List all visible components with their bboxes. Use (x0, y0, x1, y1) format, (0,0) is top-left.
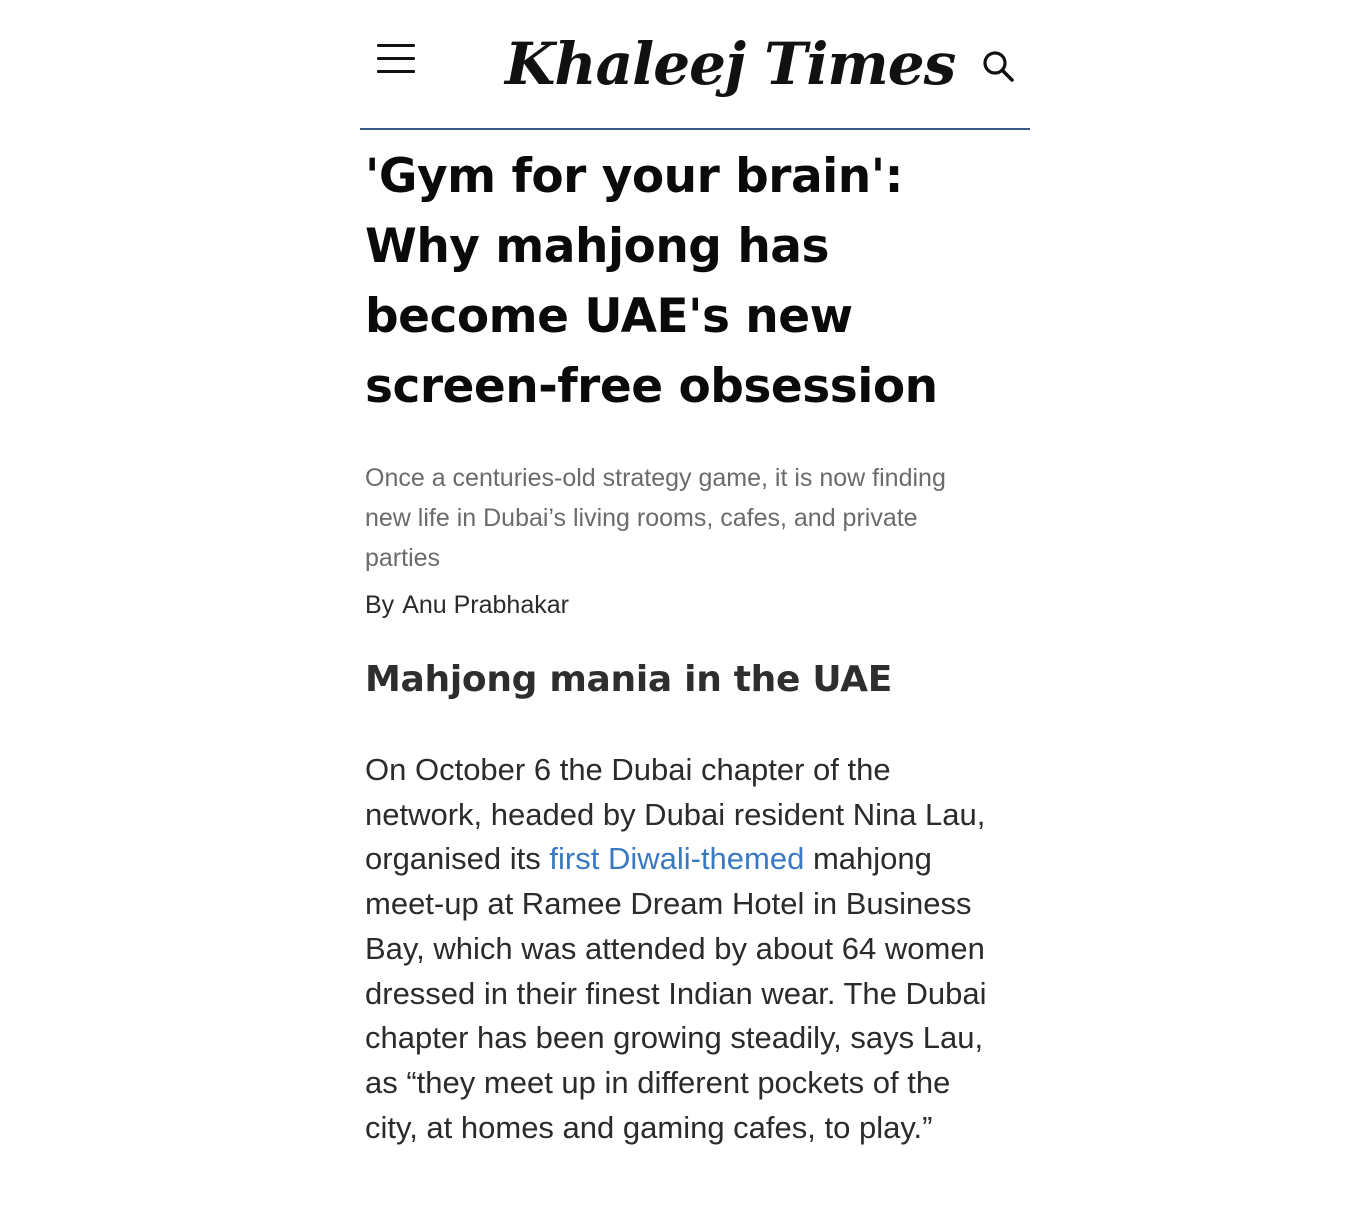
site-header (360, 0, 1030, 130)
diwali-event-link[interactable]: first Diwali-themed (549, 841, 805, 877)
search-icon[interactable] (980, 48, 1016, 84)
article (365, 142, 1010, 1150)
menu-bar (377, 57, 415, 60)
page (360, 0, 1030, 1145)
paragraph-text-start: On October 6 the Dubai chapter of the network, headed by Dubai resident Nina Lau, organised its (365, 752, 986, 877)
menu-bar (377, 44, 415, 47)
site-logo[interactable]: Khaleej Times (505, 30, 956, 98)
author-name[interactable]: Anu Prabhakar (402, 591, 569, 619)
article-subhead: Once a centuries-old strategy game, it is now finding new life in Dubai’s living rooms, cafes, and private parties (365, 464, 946, 572)
menu-bar (377, 70, 415, 73)
article-paragraph (365, 748, 1010, 1150)
section-title: Mahjong mania in the UAE (365, 659, 893, 700)
article-headline: 'Gym for your brain': Why mahjong has become UAE's new screen-free obsession (365, 149, 938, 414)
byline-prefix: By (365, 591, 395, 619)
hamburger-menu-icon[interactable] (377, 42, 417, 76)
byline (365, 588, 1010, 622)
paragraph-text-end: mahjong meet-up at Ramee Dream Hotel in Business Bay, which was attended by about 64 women dressed in their finest Indian wear. The Dubai chapter has been growing steadily, says Lau, as “they meet up in different pockets of the city, at homes and gaming cafes, to play.” (365, 841, 987, 1145)
